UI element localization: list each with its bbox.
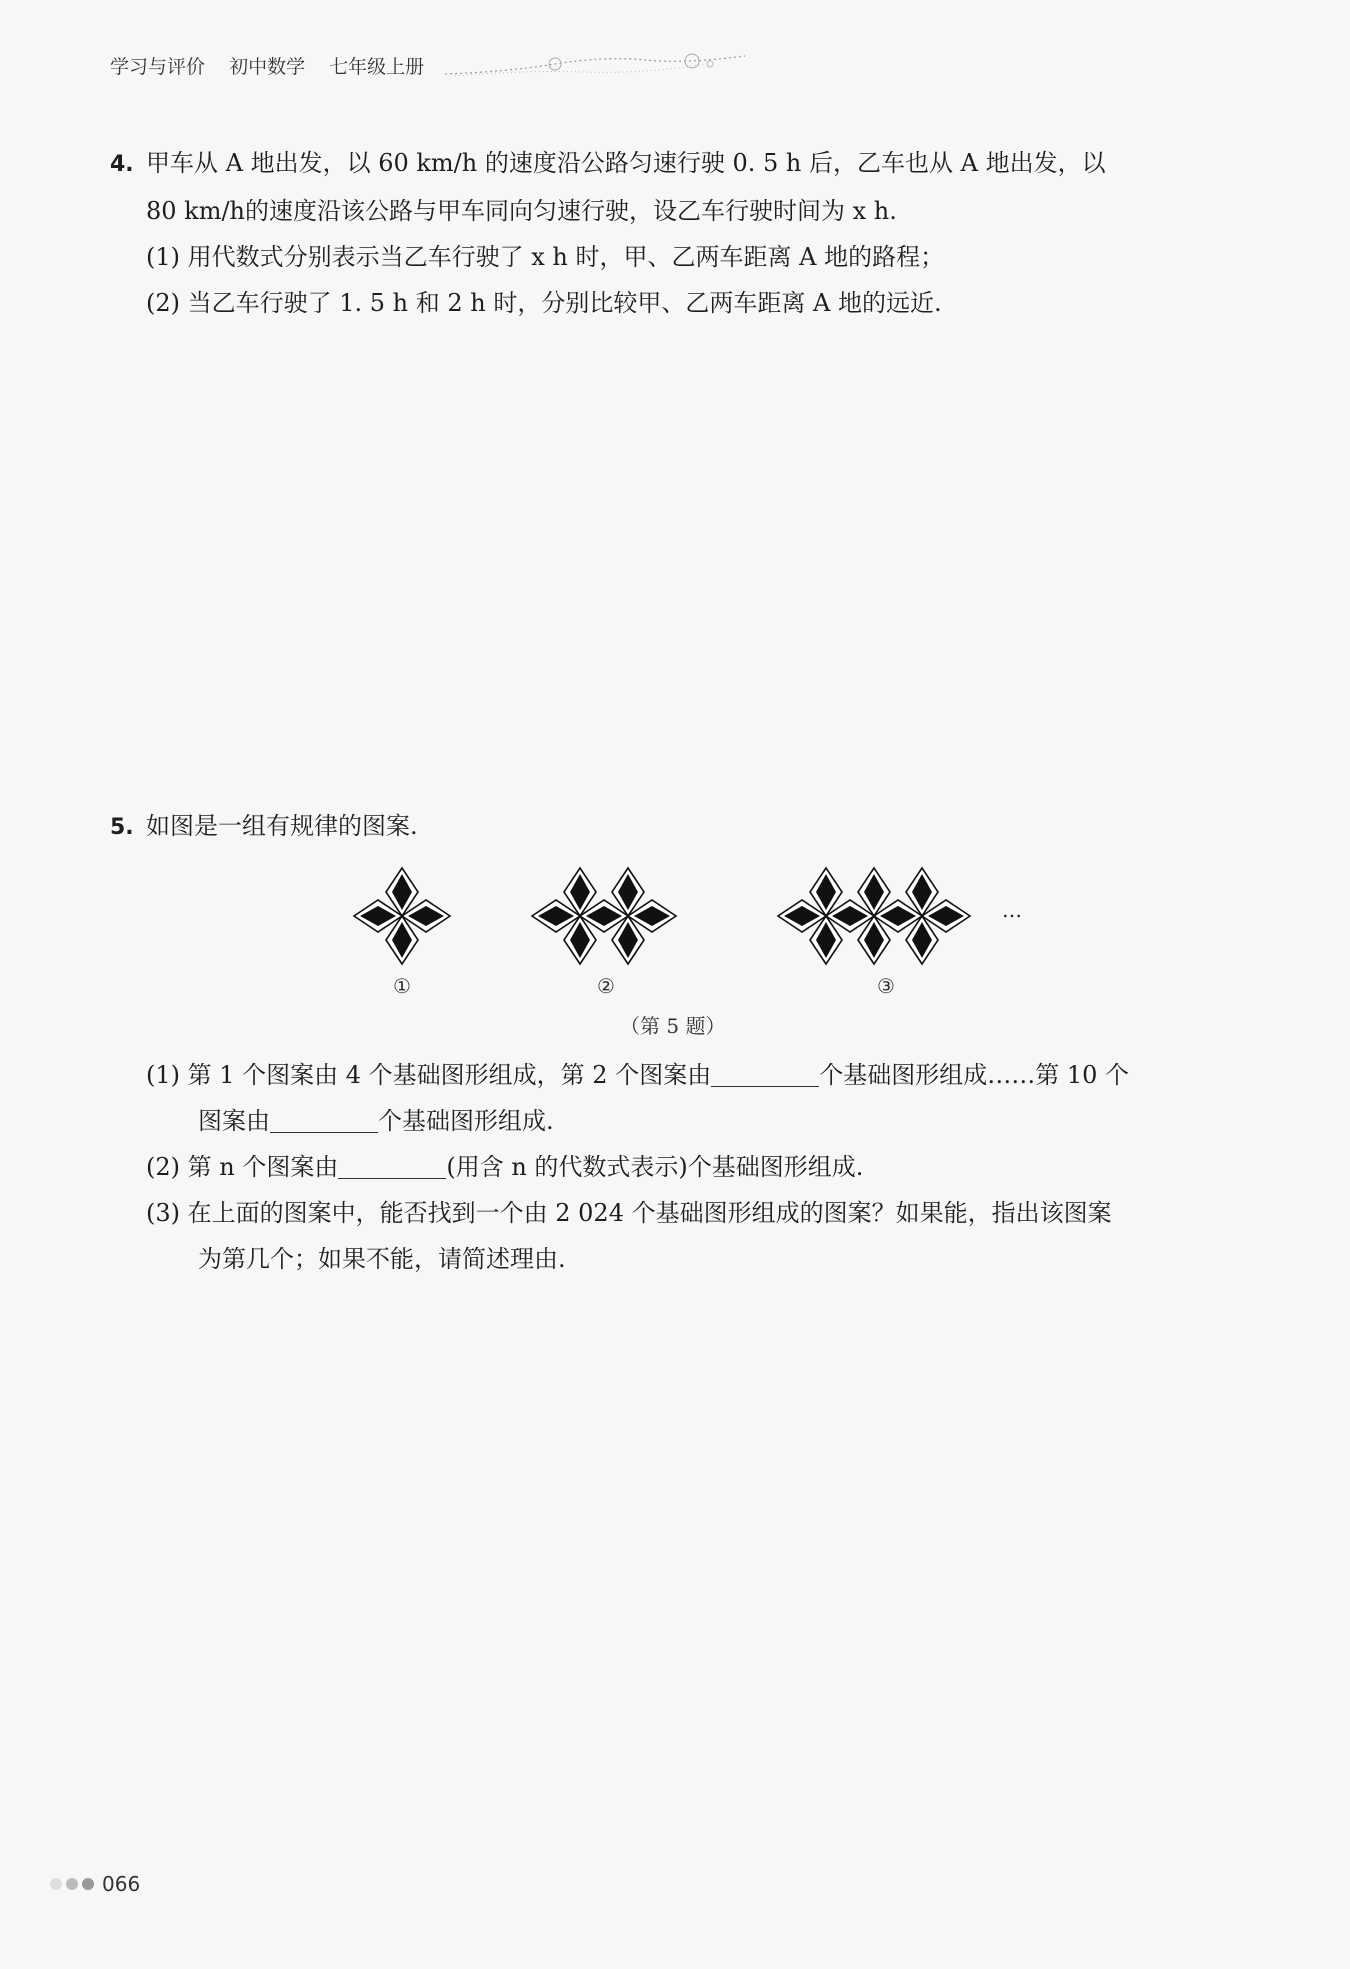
pattern-3 [778, 868, 970, 964]
question-5-part3: (3) 在上面的图案中，能否找到一个由 2 024 个基础图形组成的图案？如果能，指出该图案 [146, 1199, 1112, 1227]
answer-blank-2[interactable] [270, 1102, 378, 1133]
page-footer [50, 1872, 140, 1896]
question-4-part1: (1) 用代数式分别表示当乙车行驶了 x h 时，甲、乙两车距离 A 地的路程； [146, 243, 945, 271]
pattern-2 [532, 868, 676, 964]
answer-blank-3[interactable] [338, 1148, 446, 1179]
question-5-part2-text-a: (2) 第 n 个图案由 [146, 1153, 339, 1181]
footer-dot-icon [50, 1878, 62, 1890]
question-5-number: 5. [110, 815, 134, 840]
question-5-intro: 如图是一组有规律的图案. [146, 812, 418, 840]
question-5-part1 [110, 1052, 1240, 1098]
figure-caption: （第 5 题） [620, 1014, 726, 1038]
page-number: 066 [102, 1872, 141, 1896]
question-5-part2-text-b: (用含 n 的代数式表示)个基础图形组成. [446, 1153, 864, 1181]
question-5-part1-text-c: 图案由 [198, 1107, 270, 1135]
footer-dot-icon [82, 1878, 94, 1890]
question-4 [110, 140, 1240, 326]
question-5-part3-cont: 为第几个；如果不能，请简述理由. [198, 1245, 566, 1273]
answer-blank-1[interactable] [711, 1056, 819, 1087]
pattern-1 [354, 868, 450, 964]
figure-label-1: ① [393, 974, 411, 998]
page-header [110, 52, 442, 79]
header-decoration [445, 50, 745, 80]
header-grade: 七年级上册 [329, 56, 425, 78]
question-5-part1-cont [110, 1098, 1240, 1144]
question-5-parts [110, 1052, 1240, 1282]
header-book: 学习与评价 [110, 56, 206, 78]
question-5-part1-text-a: (1) 第 1 个图案由 4 个基础图形组成，第 2 个图案由 [146, 1061, 712, 1089]
figure-label-3: ③ [877, 974, 895, 998]
question-4-line1: 甲车从 A 地出发，以 60 km/h 的速度沿公路匀速行驶 0. 5 h 后，乙车也从 A 地出发，以 [146, 149, 1106, 177]
question-4-line2: 80 km/h的速度沿该公路与甲车同向匀速行驶，设乙车行驶时间为 x h. [146, 197, 897, 225]
footer-dot-icon [66, 1878, 78, 1890]
figure-label-2: ② [597, 974, 615, 998]
question-4-number: 4. [110, 152, 134, 177]
question-5 [110, 803, 1240, 851]
pattern-ellipsis: … [1002, 898, 1022, 922]
question-4-part2: (2) 当乙车行驶了 1. 5 h 和 2 h 时，分别比较甲、乙两车距离 A 地的远近. [146, 289, 942, 317]
header-subject: 初中数学 [229, 56, 306, 78]
question-5-part2 [110, 1144, 1240, 1190]
question-5-part1-text-b: 个基础图形组成……第 10 个 [819, 1061, 1130, 1089]
pattern-figure [340, 858, 1040, 978]
question-5-part1-text-d: 个基础图形组成. [378, 1107, 554, 1135]
